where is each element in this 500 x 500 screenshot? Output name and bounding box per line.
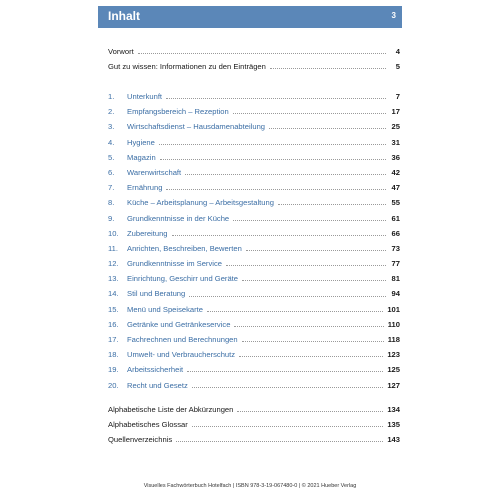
toc-entry-title: Quellenverzeichnis [108, 435, 173, 445]
chapter-page: 31 [391, 137, 400, 147]
toc-chapter-entry[interactable] [108, 347, 400, 362]
chapter-number: 6. [108, 167, 115, 177]
dot-leader [166, 189, 386, 190]
chapter-number: 11. [108, 243, 118, 253]
chapter-title: Unterkunft [127, 92, 163, 101]
dot-leader [237, 411, 383, 412]
chapter-title: Grundkenntnisse in der Küche [127, 213, 230, 223]
toc-chapter-entry[interactable] [108, 378, 400, 393]
chapter-title: Umwelt- und Verbraucherschutz [127, 350, 236, 360]
chapter-page: 123 [387, 350, 400, 360]
chapter-page: 94 [391, 289, 400, 299]
dot-leader [207, 311, 383, 312]
chapter-page: 55 [391, 198, 400, 208]
chapter-title: Anrichten, Beschreiben, Bewerten [127, 243, 242, 253]
chapter-page: 73 [391, 243, 400, 253]
chapter-page: 66 [391, 228, 400, 238]
toc-intro [108, 44, 400, 74]
chapter-number: 8. [108, 198, 115, 208]
toc-chapter-entry[interactable] [108, 180, 400, 195]
toc-entry-title: Vorwort [108, 47, 134, 56]
dot-leader [159, 144, 386, 145]
chapter-page: 127 [387, 380, 400, 390]
chapter-number: 20. [108, 380, 119, 390]
dot-leader [185, 174, 386, 175]
dot-leader [172, 235, 386, 236]
chapter-page: 42 [391, 167, 400, 177]
dot-leader [192, 387, 384, 388]
chapter-title: Arbeitssicherheit [127, 365, 184, 375]
toc-entry-page: 143 [387, 435, 400, 445]
dot-leader [269, 128, 386, 129]
toc-chapter-entry[interactable] [108, 226, 400, 241]
toc-chapter-entry[interactable] [108, 332, 400, 347]
toc-chapter-entry[interactable] [108, 89, 400, 104]
chapter-page: 101 [387, 304, 400, 314]
toc-entry-title: Alphabetische Liste der Abkürzungen [108, 405, 234, 414]
chapter-number: 10. [108, 228, 119, 238]
chapter-title: Warenwirtschaft [127, 167, 182, 177]
chapter-number: 2. [108, 107, 115, 117]
dot-leader [278, 204, 386, 205]
chapter-number: 12. [108, 259, 119, 269]
dot-leader [189, 296, 386, 297]
toc-entry-title: Alphabetisches Glossar [108, 420, 188, 430]
chapter-title: Fachrechnen und Berechnungen [127, 335, 238, 344]
chapter-number: 17. [108, 335, 119, 344]
chapter-page: 81 [391, 274, 400, 284]
chapter-title: Empfangsbereich – Rezeption [127, 107, 229, 117]
chapter-number: 18. [108, 350, 119, 360]
chapter-title: Recht und Gesetz [127, 380, 188, 390]
chapter-number: 3. [108, 122, 115, 132]
chapter-title: Magazin [127, 152, 156, 162]
dot-leader [166, 98, 386, 99]
chapter-number: 14. [108, 289, 119, 299]
dot-leader [176, 441, 383, 442]
chapter-number: 5. [108, 152, 115, 162]
toc-entry-page: 135 [387, 420, 400, 430]
chapter-number: 19. [108, 365, 119, 375]
toc-entry-page: 134 [387, 405, 400, 414]
chapter-title: Ernährung [127, 183, 163, 193]
dot-leader [239, 356, 383, 357]
toc-chapter-entry[interactable] [108, 195, 400, 210]
dot-leader [242, 341, 384, 342]
toc-entry-title: Gut zu wissen: Informationen zu den Einträgen [108, 62, 266, 72]
chapter-page: 36 [391, 152, 400, 162]
page-footer: Visuelles Fachwörterbuch Hotelfach | ISBN 978-3-19-067480-0 | © 2021 Hueber Verlag [143, 483, 357, 489]
dot-leader [270, 68, 386, 69]
toc-chapter-entry[interactable] [108, 362, 400, 377]
chapter-page: 7 [395, 92, 400, 101]
dot-leader [242, 280, 386, 281]
chapter-page: 47 [391, 183, 400, 193]
dot-leader [138, 53, 386, 54]
chapter-title: Zubereitung [127, 228, 168, 238]
chapter-number: 4. [108, 137, 115, 147]
chapter-title: Küche – Arbeitsplanung – Arbeitsgestaltung [127, 198, 274, 208]
chapter-number: 15. [108, 304, 119, 314]
toc-entry-page: 4 [395, 47, 400, 56]
chapter-page: 61 [391, 213, 400, 223]
page-number: 3 [391, 11, 396, 20]
dot-leader [192, 426, 384, 427]
toc-entry[interactable] [108, 417, 400, 432]
page-title: Inhalt [108, 9, 140, 23]
chapter-title: Grundkenntnisse im Service [127, 259, 222, 269]
toc-chapter-entry[interactable] [108, 317, 400, 332]
toc-entry-page: 5 [395, 62, 400, 72]
chapter-number: 9. [108, 213, 115, 223]
toc-chapter-entry[interactable] [108, 256, 400, 271]
chapter-number: 7. [108, 183, 115, 193]
chapter-title: Hygiene [127, 137, 155, 147]
dot-leader [160, 159, 386, 160]
dot-leader [234, 326, 383, 327]
toc-chapter-entry[interactable] [108, 271, 400, 286]
toc-entry[interactable] [108, 59, 400, 74]
toc-appendix [108, 402, 400, 448]
header-bar [98, 6, 402, 28]
toc-chapter-entry[interactable] [108, 119, 400, 134]
toc-chapter-entry[interactable] [108, 150, 400, 165]
toc-chapter-entry[interactable] [108, 302, 400, 317]
toc-chapter-entry[interactable] [108, 135, 400, 150]
chapter-title: Getränke und Getränkeservice [127, 319, 231, 329]
toc-entry[interactable] [108, 44, 400, 59]
chapter-page: 125 [387, 365, 400, 375]
chapter-page: 17 [391, 107, 400, 117]
chapter-page: 110 [387, 319, 400, 329]
toc-entry[interactable] [108, 432, 400, 447]
chapter-page: 77 [391, 259, 400, 269]
chapter-title: Einrichtung, Geschirr und Geräte [127, 274, 239, 284]
chapter-title: Wirtschaftsdienst – Hausdamenabteilung [127, 122, 266, 132]
chapter-title: Menü und Speisekarte [127, 304, 203, 314]
chapter-page: 25 [391, 122, 400, 132]
chapter-title: Stil und Beratung [127, 289, 186, 299]
chapter-number: 13. [108, 274, 119, 284]
chapter-page: 118 [387, 335, 400, 344]
dot-leader [246, 250, 386, 251]
chapter-number: 16. [108, 319, 119, 329]
toc-chapter-entry[interactable] [108, 241, 400, 256]
toc-chapter-entry[interactable] [108, 104, 400, 119]
dot-leader [233, 220, 386, 221]
toc-chapter-entry[interactable] [108, 211, 400, 226]
chapter-number: 1. [108, 92, 115, 101]
dot-leader [187, 371, 383, 372]
toc-chapter-entry[interactable] [108, 286, 400, 301]
toc-entry[interactable] [108, 402, 400, 417]
dot-leader [233, 113, 386, 114]
dot-leader [226, 265, 386, 266]
toc-chapters [108, 89, 400, 393]
toc-chapter-entry[interactable] [108, 165, 400, 180]
